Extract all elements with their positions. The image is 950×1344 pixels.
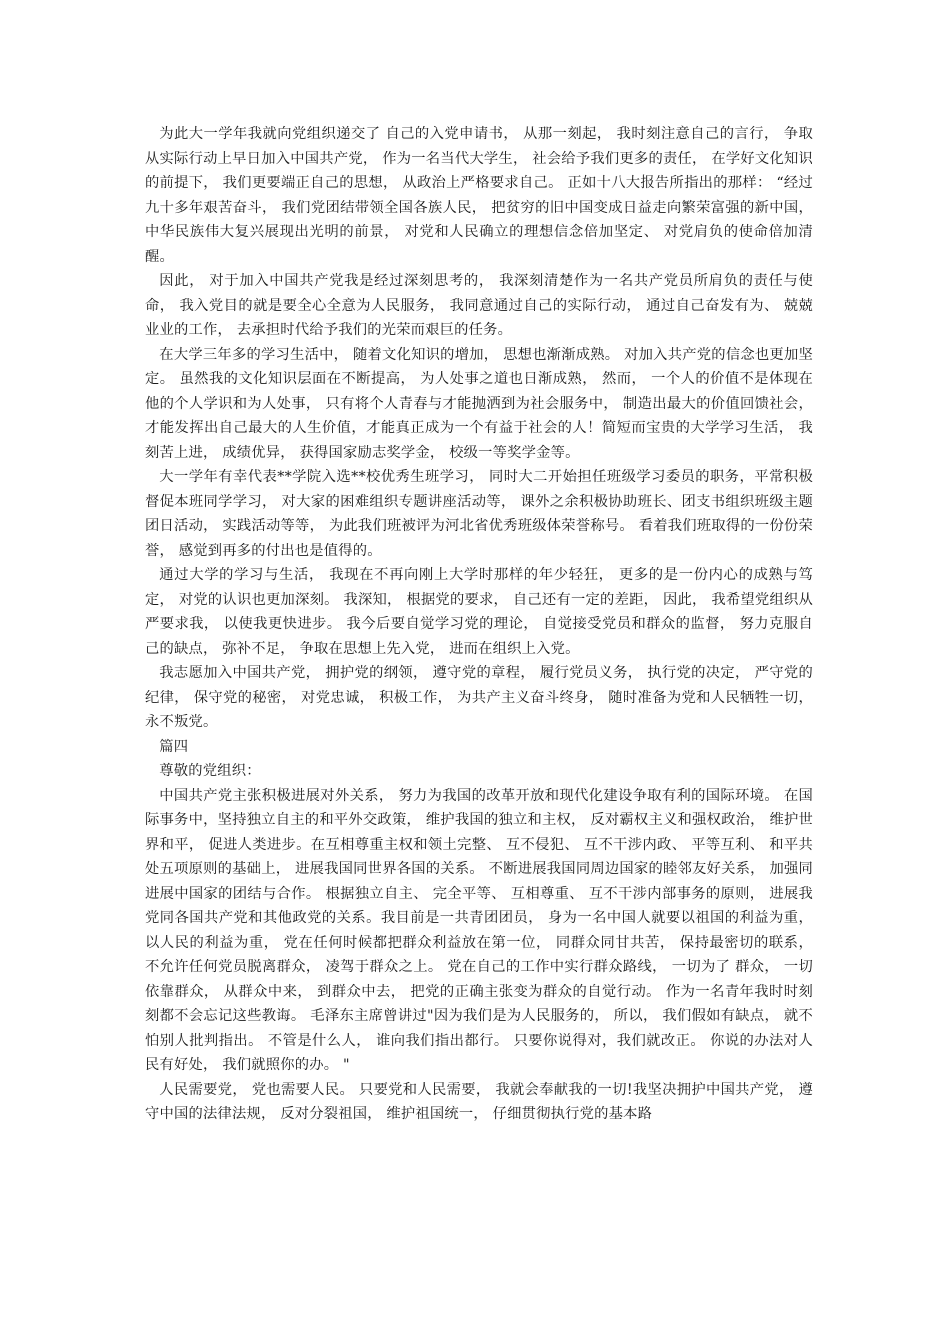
salutation: 尊敬的党组织： (159, 763, 261, 779)
document-body (145, 122, 818, 1127)
paragraph-1: 为此大一学年我就向党组织递交了 自己的入党申请书， 从那一刻起， 我时刻注意自己的言行， 争取从实际行动上早日加入中国共产党， 作为一名当代大学生， 社会给予我们更多的责任， 在学好文化知识的前提下， 我们更要端正自己的思想， 从政治上严格要求自己。 正如十八大报告所指出的那样： “经过九十多年艰苦奋斗， 我们党团结带领全国各族人民， 把贫穷的旧中国变成日益走向繁荣富强的新中国， 中华民族伟大复兴展现出光明的前景， 对党和人民确立的理想信念倍加坚定、 对党肩负的使命倍加清醒。 (145, 126, 818, 265)
paragraph-7: 中国共产党主张积极进展对外关系， 努力为我国的改革开放和现代化建设争取有利的国际环境。 在国际事务中，坚持独立自主的和平外交政策， 维护我国的独立和主权， 反对霸权主义和强权政治， 维护世界和平， 促进人类进步。在互相尊重主权和领土完整、 互不侵犯、 互不干涉内政、 平等互利、 和平共处五项原则的基础上， 进展我国同世界各国的关系。 不断进展我国同周边国家的睦邻友好关系， 加强同进展中国家的团结与合作。 根据独立自主、 完全平等、 互相尊重、 互不干涉内部事务的原则， 进展我党同各国共产党和其他政党的关系。我目前是一共青团团员， 身为一名中国人就要以祖国的利益为重， 以人民的利益为重， 党在任何时候都把群众利益放在第一位， 同群众同甘共苦， 保持最密切的联系， 不允许任何党员脱离群众， 凌驾于群众之上。 党在自己的工作中实行群众路线， 一切为了 群众， 一切依靠群众， 从群众中来， 到群众中去， 把党的正确主张变为群众的自觉行动。 作为一名青年我时时刻刻都不会忘记这些教诲。 毛泽东主席曾讲过"因为我们是为人民服务的， 所以， 我们假如有缺点， 就不怕别人批判指出。 不管是什么人， 谁向我们指出都行。 只要你说得对，我们就改正。 你说的办法对人民有好处， 我们就照你的办。 " (145, 787, 818, 1073)
paragraph-8: 人民需要党， 党也需要人民。 只要党和人民需要， 我就会奉献我的一切!我坚决拥护中国共产党， 遵守中国的法律法规， 反对分裂祖国， 维护祖国统一， 仔细贯彻执行党的基本路 (145, 1081, 813, 1122)
paragraph-4: 大一学年有幸代表**学院入选**校优秀生班学习， 同时大二开始担任班级学习委员的职务，平常积极督促本班同学学习， 对大家的困难组织专题讲座活动等， 课外之余积极协助班长、团支书组织班级主题团日活动， 实践活动等等， 为此我们班被评为河北省优秀班级体荣誉称号。 看着我们班取得的一份份荣誉， 感觉到再多的付出也是值得的。 (145, 469, 813, 559)
paragraph-5: 通过大学的学习与生活， 我现在不再向刚上大学时那样的年少轻狂， 更多的是一份内心的成熟与笃定， 对党的认识也更加深刻。 我深知， 根据党的要求， 自己还有一定的差距， 因此， 我希望党组织从严要求我， 以使我更快进步。 我今后要自觉学习党的理论， 自觉接受党员和群众的监督， 努力克服自己的缺点， 弥补不足， 争取在思想上先入党， 进而在组织上入党。 (145, 567, 813, 657)
paragraph-2: 因此， 对于加入中国共产党我是经过深刻思考的， 我深刻清楚作为一名共产党员所肩负的责任与使命， 我入党目的就是要全心全意为人民服务， 我同意通过自己的实际行动， 通过自己奋发有为、 兢兢业业的工作， 去承担时代给予我们的光荣而艰巨的任务。 (145, 273, 813, 338)
paragraph-6: 我志愿加入中国共产党， 拥护党的纲领， 遵守党的章程， 履行党员义务， 执行党的决定， 严守党的纪律， 保守党的秘密， 对党忠诚， 积极工作， 为共产主义奋斗终身， 随时准备为党和人民牺牲一切， 永不叛党。 (145, 665, 818, 730)
paragraph-3: 在大学三年多的学习生活中， 随着文化知识的增加， 思想也渐渐成熟。 对加入共产党的信念也更加坚定。 虽然我的文化知识层面在不断提高， 为人处事之道也日渐成熟， 然而， 一个人的价值不是体现在他的个人学识和为人处事， 只有将个人青春与才能抛洒到为社会服务中， 制造出最大的价值回馈社会， 才能发挥出自己最大的人生价值，才能真正成为一个有益于社会的人！简短而宝贵的大学学习生活， 我刻苦上进， 成绩优异， 获得国家励志奖学金， 校级一等奖学金等。 (145, 346, 818, 461)
section-title: 篇四 (159, 738, 189, 755)
